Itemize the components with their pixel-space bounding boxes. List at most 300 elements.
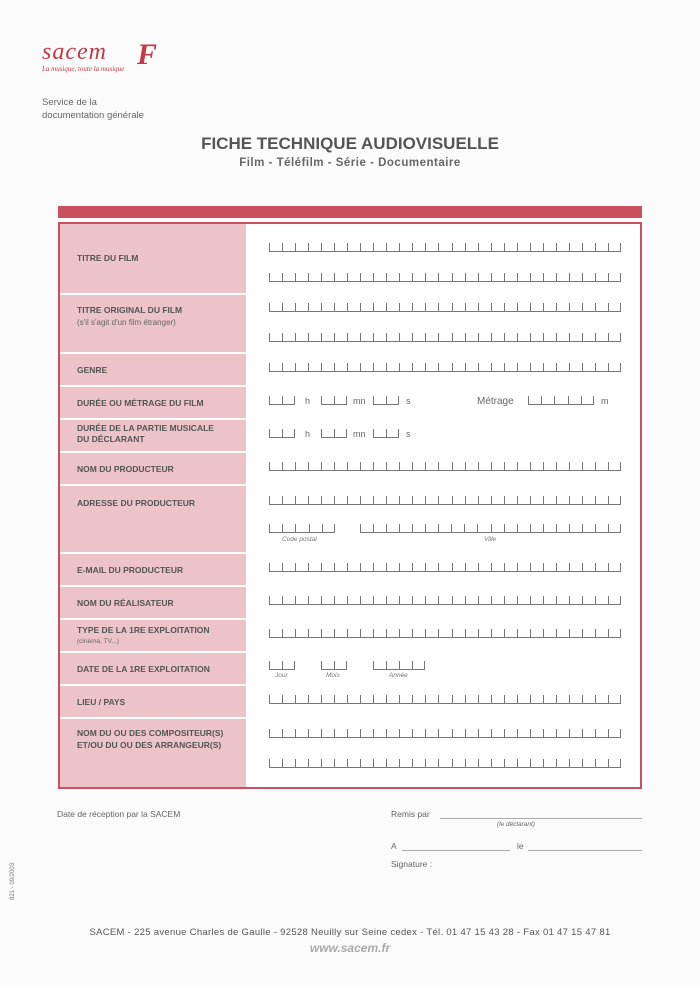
box-tick [386, 396, 387, 404]
metrage-label: Métrage [477, 396, 514, 407]
box-tick [373, 729, 374, 737]
box-tick [321, 496, 322, 504]
box-tick [478, 629, 479, 637]
box-tick [608, 596, 609, 604]
box-tick [595, 363, 596, 371]
box-tick [620, 496, 621, 504]
footer-address: SACEM - 225 avenue Charles de Gaulle - 92528 Neuilly sur Seine cedex - Tél. 01 47 15 43 28 - Fax 01 47 15 47 81 [89, 927, 611, 938]
footer-website: www.sacem.fr [309, 941, 391, 955]
box-tick [386, 596, 387, 604]
box-tick [425, 695, 426, 703]
box-tick [465, 596, 466, 604]
input-producteur[interactable] [269, 463, 621, 471]
box-tick [425, 629, 426, 637]
box-tick [360, 629, 361, 637]
box-tick [321, 303, 322, 311]
row-lieu [60, 686, 246, 719]
box-tick [478, 759, 479, 767]
box-tick [595, 629, 596, 637]
box-tick [438, 629, 439, 637]
box-tick [582, 462, 583, 470]
box-tick [491, 596, 492, 604]
box-tick [386, 563, 387, 571]
box-tick [386, 661, 387, 669]
box-tick [608, 629, 609, 637]
box-tick [543, 563, 544, 571]
box-tick [530, 759, 531, 767]
box-tick [582, 303, 583, 311]
box-tick [321, 462, 322, 470]
box-tick [556, 303, 557, 311]
box-tick [452, 243, 453, 251]
row-adresse [60, 486, 246, 554]
label-date: DATE DE LA 1RE EXPLOITATION [77, 664, 210, 674]
box-tick [373, 496, 374, 504]
box-tick [425, 462, 426, 470]
box-tick [569, 333, 570, 341]
box-tick [556, 273, 557, 281]
input-code-postal[interactable] [269, 525, 335, 533]
box-tick [425, 363, 426, 371]
row-duree [60, 387, 246, 420]
box-tick [412, 661, 413, 669]
box-tick [620, 596, 621, 604]
box-tick [517, 273, 518, 281]
box-tick [541, 396, 542, 404]
box-tick [282, 695, 283, 703]
box-tick [282, 333, 283, 341]
row-titre [60, 224, 246, 295]
input-jour[interactable] [269, 662, 295, 670]
input-type[interactable] [269, 630, 621, 638]
input-lieu[interactable] [269, 696, 621, 704]
box-tick [452, 759, 453, 767]
input-duree-mn[interactable] [321, 397, 347, 405]
box-tick [595, 563, 596, 571]
box-tick [399, 363, 400, 371]
box-tick [282, 596, 283, 604]
box-tick [425, 596, 426, 604]
input-compositeur-2[interactable] [269, 760, 621, 768]
remis-par-line[interactable] [440, 817, 642, 819]
box-tick [269, 695, 270, 703]
box-tick [321, 363, 322, 371]
box-tick [582, 695, 583, 703]
box-tick [608, 496, 609, 504]
box-tick [398, 396, 399, 404]
declarant-caption: (le déclarant) [497, 821, 535, 828]
header-bar [58, 206, 642, 218]
box-tick [334, 563, 335, 571]
box-tick [556, 695, 557, 703]
box-tick [620, 303, 621, 311]
box-tick [608, 243, 609, 251]
logo-tagline: La musique, toute la musique [42, 65, 125, 73]
box-tick [595, 729, 596, 737]
box-tick [282, 629, 283, 637]
a-label: A [391, 841, 397, 851]
box-tick [595, 462, 596, 470]
box-tick [504, 695, 505, 703]
box-tick [504, 303, 505, 311]
box-tick [569, 273, 570, 281]
box-tick [346, 396, 347, 404]
box-tick [608, 363, 609, 371]
box-tick [399, 661, 400, 669]
box-tick [399, 563, 400, 571]
box-tick [530, 243, 531, 251]
box-tick [517, 243, 518, 251]
box-tick [269, 273, 270, 281]
box-tick [334, 695, 335, 703]
box-tick [620, 333, 621, 341]
box-tick [360, 333, 361, 341]
box-tick [424, 661, 425, 669]
input-compositeur-1[interactable] [269, 730, 621, 738]
box-tick [269, 333, 270, 341]
box-tick [282, 462, 283, 470]
box-tick [438, 596, 439, 604]
box-tick [517, 333, 518, 341]
box-tick [452, 629, 453, 637]
box-tick [308, 596, 309, 604]
row-date [60, 653, 246, 686]
box-tick [556, 759, 557, 767]
box-tick [334, 273, 335, 281]
box-tick [595, 303, 596, 311]
service-label [42, 96, 144, 122]
box-tick [373, 563, 374, 571]
box-tick [347, 759, 348, 767]
box-tick [452, 729, 453, 737]
box-tick [569, 243, 570, 251]
box-tick [412, 303, 413, 311]
box-tick [321, 729, 322, 737]
box-tick [556, 629, 557, 637]
box-tick [425, 524, 426, 532]
box-tick [556, 243, 557, 251]
box-tick [321, 429, 322, 437]
box-tick [465, 462, 466, 470]
box-tick [517, 596, 518, 604]
box-tick [282, 273, 283, 281]
box-tick [491, 524, 492, 532]
box-tick [360, 363, 361, 371]
box-tick [608, 729, 609, 737]
box-tick [581, 396, 582, 404]
box-tick [504, 462, 505, 470]
box-tick [543, 273, 544, 281]
unit-partie-s: s [406, 429, 411, 439]
box-tick [308, 729, 309, 737]
le-line[interactable] [528, 849, 642, 851]
row-email [60, 554, 246, 587]
box-tick [556, 596, 557, 604]
box-tick [295, 496, 296, 504]
box-tick [569, 596, 570, 604]
input-mois[interactable] [321, 662, 347, 670]
box-tick [347, 596, 348, 604]
label-compositeur-1: NOM DU OU DES COMPOSITEUR(S) [77, 728, 224, 738]
box-tick [347, 563, 348, 571]
box-tick [347, 363, 348, 371]
box-tick [282, 563, 283, 571]
box-tick [582, 563, 583, 571]
box-tick [425, 303, 426, 311]
box-tick [451, 524, 452, 532]
box-tick [438, 695, 439, 703]
box-tick [373, 273, 374, 281]
box-tick [373, 524, 374, 532]
box-tick [360, 563, 361, 571]
input-titre-2[interactable] [269, 274, 621, 282]
box-tick [282, 303, 283, 311]
box-tick [465, 695, 466, 703]
label-type-1: TYPE DE LA 1RE EXPLOITATION [77, 625, 210, 635]
box-tick [478, 243, 479, 251]
input-titre-1[interactable] [269, 244, 621, 252]
row-type [60, 620, 246, 653]
box-tick [452, 596, 453, 604]
box-tick [452, 496, 453, 504]
input-metrage[interactable] [528, 397, 594, 405]
box-tick [308, 303, 309, 311]
box-tick [334, 396, 335, 404]
box-tick [360, 596, 361, 604]
box-tick [412, 596, 413, 604]
box-tick [386, 243, 387, 251]
box-tick [517, 462, 518, 470]
input-duree-s[interactable] [373, 397, 399, 405]
box-tick [399, 462, 400, 470]
box-tick [543, 596, 544, 604]
box-tick [269, 759, 270, 767]
box-tick [478, 333, 479, 341]
input-annee[interactable] [373, 662, 425, 670]
box-tick [556, 333, 557, 341]
box-tick [373, 333, 374, 341]
box-tick [438, 243, 439, 251]
caption-mois: Mois [326, 672, 340, 679]
box-tick [425, 759, 426, 767]
box-tick [347, 273, 348, 281]
box-tick [321, 243, 322, 251]
input-partie-s[interactable] [373, 430, 399, 438]
box-tick [295, 273, 296, 281]
box-tick [386, 524, 387, 532]
box-tick [386, 462, 387, 470]
a-line[interactable] [402, 849, 510, 851]
box-tick [465, 273, 466, 281]
box-tick [478, 563, 479, 571]
box-tick [517, 695, 518, 703]
box-tick [412, 243, 413, 251]
box-tick [582, 243, 583, 251]
box-tick [360, 243, 361, 251]
box-tick [347, 496, 348, 504]
signature-label: Signature : [391, 859, 433, 869]
box-tick [465, 496, 466, 504]
box-tick [620, 729, 621, 737]
label-email: E-MAIL DU PRODUCTEUR [77, 565, 184, 575]
box-tick [608, 462, 609, 470]
box-tick [347, 303, 348, 311]
box-tick [399, 729, 400, 737]
input-email[interactable] [269, 564, 621, 572]
box-tick [491, 363, 492, 371]
box-tick [399, 759, 400, 767]
box-tick [308, 462, 309, 470]
box-tick [465, 629, 466, 637]
box-tick [425, 729, 426, 737]
box-tick [386, 729, 387, 737]
service-line-1: Service de la [42, 97, 97, 108]
box-tick [620, 524, 621, 532]
box-tick [321, 563, 322, 571]
box-tick [321, 396, 322, 404]
box-tick [504, 729, 505, 737]
box-tick [295, 759, 296, 767]
input-genre[interactable] [269, 364, 621, 372]
box-tick [412, 363, 413, 371]
box-tick [582, 629, 583, 637]
box-tick [425, 496, 426, 504]
input-titre-original-1[interactable] [269, 304, 621, 312]
box-tick [347, 695, 348, 703]
box-tick [530, 695, 531, 703]
input-ville[interactable] [360, 525, 621, 533]
box-tick [477, 524, 478, 532]
input-duree-h[interactable] [269, 397, 295, 405]
box-tick [582, 729, 583, 737]
box-tick [608, 333, 609, 341]
box-tick [334, 729, 335, 737]
row-duree-partie [60, 420, 246, 453]
box-tick [530, 303, 531, 311]
box-tick [398, 429, 399, 437]
box-tick [465, 563, 466, 571]
box-tick [334, 243, 335, 251]
box-tick [582, 524, 583, 532]
box-tick [595, 273, 596, 281]
input-partie-mn[interactable] [321, 430, 347, 438]
box-tick [295, 363, 296, 371]
box-tick [452, 695, 453, 703]
box-tick [530, 596, 531, 604]
box-tick [282, 729, 283, 737]
label-type-2: (cinéma, TV...) [77, 638, 119, 645]
box-tick [530, 729, 531, 737]
box-tick [399, 496, 400, 504]
logo-f-mark: F [137, 38, 158, 71]
box-tick [452, 303, 453, 311]
caption-jour: Jour [275, 672, 288, 679]
input-adresse[interactable] [269, 497, 621, 505]
box-tick [478, 496, 479, 504]
box-tick [595, 695, 596, 703]
label-producteur: NOM DU PRODUCTEUR [77, 464, 174, 474]
label-lieu: LIEU / PAYS [77, 697, 126, 707]
box-tick [452, 333, 453, 341]
box-tick [360, 303, 361, 311]
box-tick [517, 363, 518, 371]
box-tick [399, 629, 400, 637]
input-titre-original-2[interactable] [269, 334, 621, 342]
input-partie-h[interactable] [269, 430, 295, 438]
form-code: 821 - 09/2003 [10, 862, 16, 900]
box-tick [569, 462, 570, 470]
box-tick [569, 363, 570, 371]
box-tick [321, 661, 322, 669]
box-tick [412, 563, 413, 571]
box-tick [321, 695, 322, 703]
box-tick [517, 496, 518, 504]
box-tick [308, 273, 309, 281]
box-tick [569, 695, 570, 703]
box-tick [620, 629, 621, 637]
box-tick [399, 243, 400, 251]
box-tick [569, 496, 570, 504]
box-tick [308, 496, 309, 504]
box-tick [282, 759, 283, 767]
box-tick [478, 729, 479, 737]
box-tick [438, 333, 439, 341]
box-tick [543, 695, 544, 703]
box-tick [425, 243, 426, 251]
remis-par-label: Remis par [391, 809, 430, 819]
box-tick [308, 563, 309, 571]
box-tick [530, 524, 531, 532]
caption-code-postal: Code postal [282, 536, 317, 543]
box-tick [360, 496, 361, 504]
box-tick [334, 303, 335, 311]
box-tick [620, 273, 621, 281]
box-tick [528, 396, 529, 404]
box-tick [373, 303, 374, 311]
box-tick [504, 596, 505, 604]
box-tick [465, 363, 466, 371]
box-tick [530, 496, 531, 504]
box-tick [543, 759, 544, 767]
box-tick [282, 363, 283, 371]
box-tick [620, 462, 621, 470]
box-tick [295, 729, 296, 737]
box-tick [491, 333, 492, 341]
box-tick [334, 661, 335, 669]
box-tick [269, 243, 270, 251]
box-tick [373, 462, 374, 470]
page-subtitle: Film - Téléfilm - Série - Documentaire [239, 157, 461, 169]
label-column [60, 224, 246, 787]
box-tick [386, 496, 387, 504]
box-tick [412, 729, 413, 737]
box-tick [465, 243, 466, 251]
page-title: FICHE TECHNIQUE AUDIOVISUELLE [201, 134, 499, 153]
input-realisateur[interactable] [269, 597, 621, 605]
box-tick [373, 243, 374, 251]
box-tick [556, 563, 557, 571]
label-compositeur-2: ET/OU DU OU DES ARRANGEUR(S) [77, 740, 222, 750]
box-tick [569, 759, 570, 767]
box-tick [360, 273, 361, 281]
box-tick [308, 695, 309, 703]
box-tick [347, 629, 348, 637]
label-adresse: ADRESSE DU PRODUCTEUR [77, 498, 196, 508]
box-tick [543, 462, 544, 470]
box-tick [504, 563, 505, 571]
box-tick [478, 462, 479, 470]
box-tick [504, 759, 505, 767]
